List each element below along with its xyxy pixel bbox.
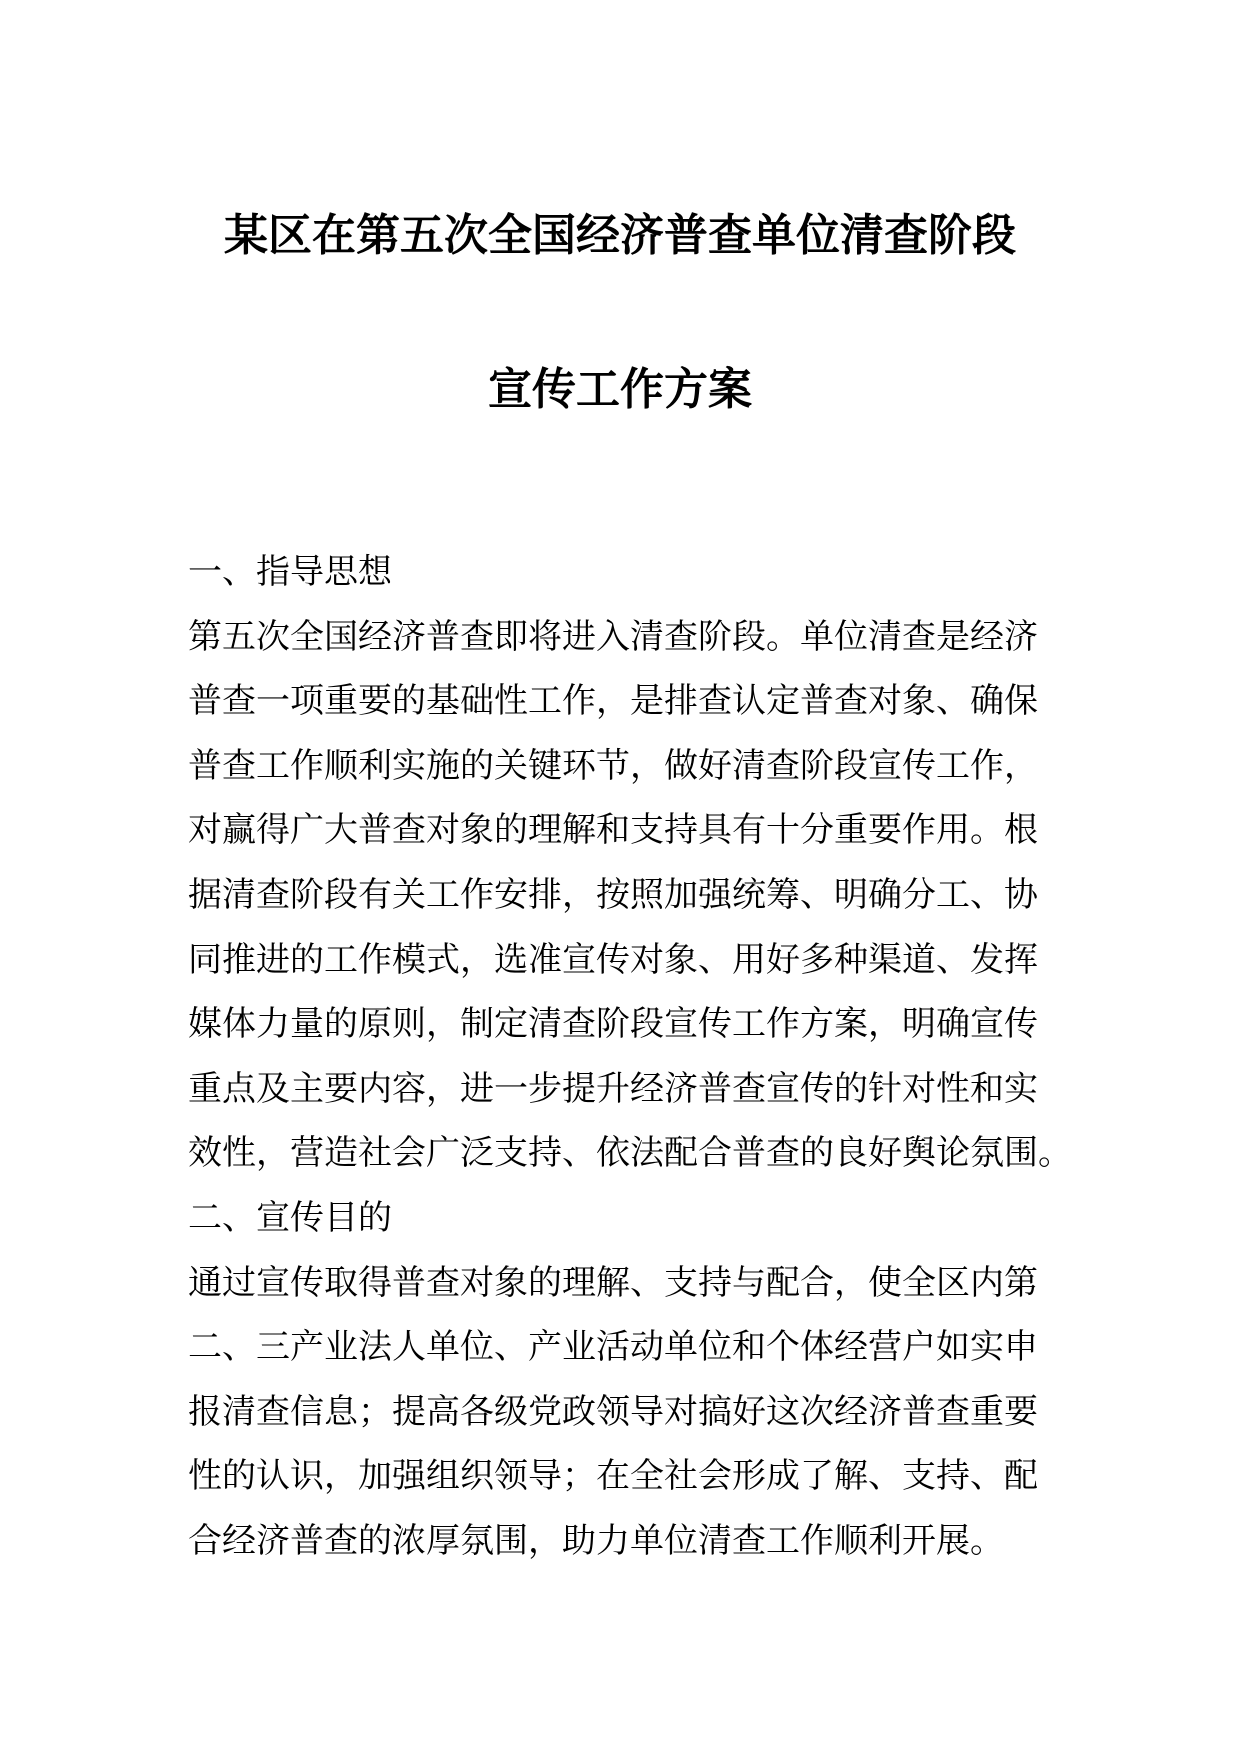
paragraph-line: 普查工作顺利实施的关键环节，做好清查阶段宣传工作，: [188, 745, 1038, 786]
document-title-line-2: 宣传工作方案: [488, 364, 752, 415]
paragraph-line: 通过宣传取得普查对象的理解、支持与配合，使全区内第: [188, 1262, 1038, 1303]
paragraph-line: 二、三产业法人单位、产业活动单位和个体经营户如实申: [188, 1327, 1038, 1368]
paragraph-line: 合经济普查的浓厚氛围，助力单位清查工作顺利开展。: [188, 1520, 1004, 1561]
document-title-line-1: 某区在第五次全国经济普查单位清查阶段: [224, 210, 1016, 261]
paragraph-line: 普查一项重要的基础性工作，是排查认定普查对象、确保: [188, 681, 1038, 722]
paragraph-line: 据清查阶段有关工作安排，按照加强统筹、明确分工、协: [188, 874, 1038, 915]
paragraph-line: 同推进的工作模式，选准宣传对象、用好多种渠道、发挥: [188, 939, 1038, 980]
paragraph-line: 效性，营造社会广泛支持、依法配合普查的良好舆论氛围。: [188, 1133, 1072, 1174]
paragraph-line: 重点及主要内容，进一步提升经济普查宣传的针对性和实: [188, 1068, 1038, 1109]
paragraph-line: 媒体力量的原则，制定清查阶段宣传工作方案，明确宣传: [188, 1004, 1038, 1045]
paragraph-line: 对赢得广大普查对象的理解和支持具有十分重要作用。根: [188, 810, 1038, 851]
document-body: [188, 540, 1072, 1574]
paragraph-line: 性的认识，加强组织领导；在全社会形成了解、支持、配: [188, 1456, 1038, 1497]
section-heading-guiding-ideology: 一、指导思想: [188, 552, 392, 592]
paragraph-line: 第五次全国经济普查即将进入清查阶段。单位清查是经济: [188, 616, 1038, 657]
paragraph-line: 报清查信息；提高各级党政领导对搞好这次经济普查重要: [188, 1391, 1038, 1432]
section-heading-publicity-purpose: 二、宣传目的: [188, 1197, 392, 1238]
